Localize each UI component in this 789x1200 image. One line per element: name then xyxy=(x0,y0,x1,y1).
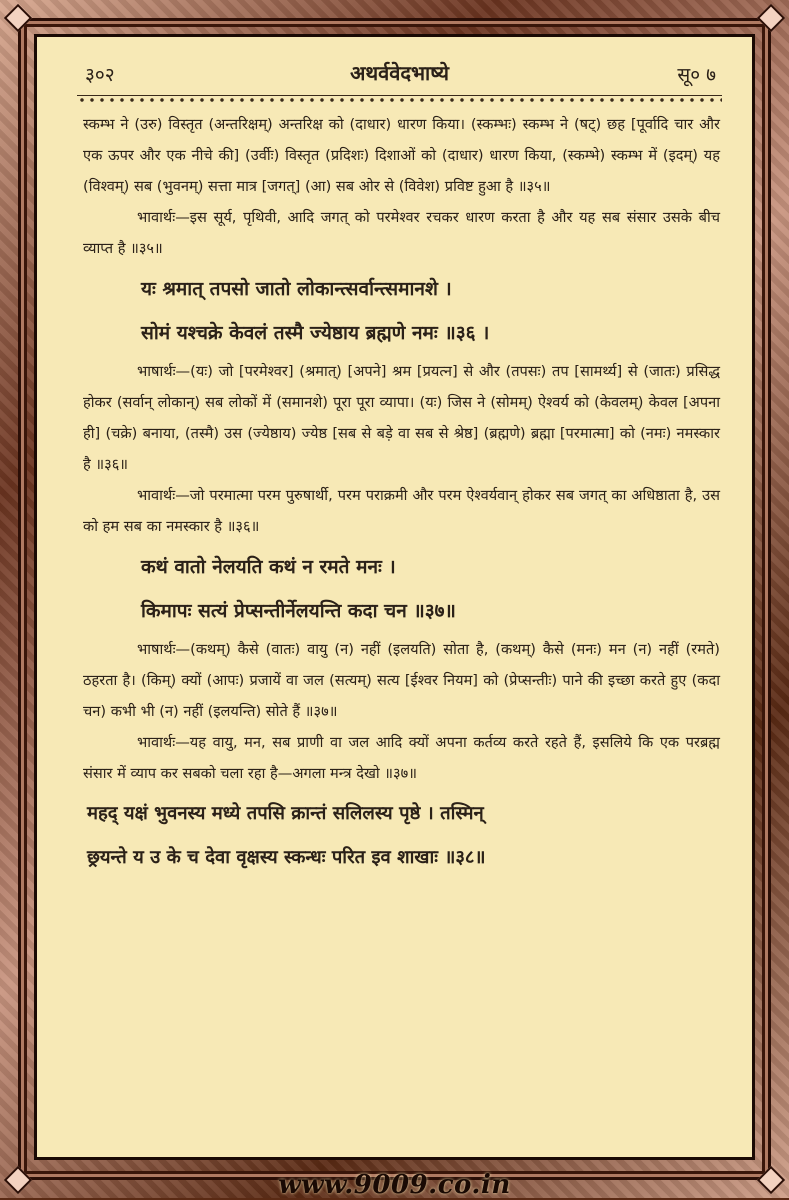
page-number: ३०२ xyxy=(85,61,115,87)
bhavartha-paragraph: भावार्थः—जो परमात्मा परम पुरुषार्थी, परम पराक्रमी और परम ऐश्वर्यवान् होकर सब जगत् का अधिष्ठाता है, उस को हम सब का नमस्कार है ॥३६॥ xyxy=(83,480,720,542)
verse-line: कथं वातो नेलयति कथं न रमते मनः । xyxy=(141,548,720,586)
bhavartha-paragraph: भावार्थः—इस सूर्य, पृथिवी, आदि जगत् को परमेश्वर रचकर धारण करता है और यह सब संसार उसके बीच व्याप्त है ॥३५॥ xyxy=(83,202,720,264)
bhavartha-paragraph: भावार्थः—यह वायु, मन, सब प्राणी वा जल आदि क्यों अपना कर्तव्य करते रहते हैं, इसलिये कि एक परब्रह्म संसार में व्याप कर सबको चला रहा है—अगला मन्त्र देखो ॥३७॥ xyxy=(83,727,720,789)
verse-line: छ्रयन्ते य उ के च देवा वृक्षस्य स्कन्धः परित इव शाखाः ॥३८॥ xyxy=(87,839,720,877)
page-body xyxy=(83,109,720,877)
commentary-paragraph: स्कम्भ ने (उरु) विस्तृत (अन्तरिक्षम्) अन्तरिक्ष को (दाधार) धारण किया। (स्कम्भः) स्कम्भ ने (षट्) छह [पूर्वादि चार और एक ऊपर और एक नीचे की] (उर्वीः) विस्तृत (प्रदिशः) दिशाओं को (दाधार) धारण किया, (स्कम्भे) स्कम्भ में (इदम्) यह (विश्वम्) सब (भुवनम्) सत्ता मात्र [जगत्] (आ) सब ओर से (विवेश) प्रविष्ट हुआ है ॥३५॥ xyxy=(83,109,720,202)
bhasartha-paragraph: भाषार्थः—(यः) जो [परमेश्वर] (श्रमात्) [अपने] श्रम [प्रयत्न] से और (तपसः) तप [सामर्थ्य] से (जातः) प्रसिद्ध होकर (सर्वान् लोकान्) सब लोकों में (समानशे) पूरा पूरा व्यापा। (यः) जिस ने (सोमम्) ऐश्वर्य को (केवलम्) केवल [अपना ही] (चक्रे) बनाया, (तस्मै) उस (ज्येष्ठाय) ज्येष्ठ [सब से बड़े वा सब से श्रेष्ठ] (ब्रह्मणे) ब्रह्मा [परमात्मा] को (नमः) नमस्कार है ॥३६॥ xyxy=(83,356,720,480)
verse-line: किमापः सत्यं प्रेप्सन्तीर्नेलयन्ति कदा चन ॥३७॥ xyxy=(141,592,720,630)
book-title: अथर्ववेदभाष्ये xyxy=(77,59,722,86)
verse-line: सोमं यश्चक्रे केवलं तस्मै ज्येष्ठाय ब्रह्मणे नमः ॥३६ । xyxy=(141,314,720,352)
website-watermark: www.9009.co.in xyxy=(0,1170,789,1200)
scripture-page xyxy=(34,34,755,1160)
page-header xyxy=(77,57,722,91)
verse-line: महद् यक्षं भुवनस्य मध्ये तपसि क्रान्तं सलिलस्य पृष्ठे । तस्मिन् xyxy=(87,795,720,833)
dotted-divider xyxy=(77,95,722,104)
sukta-number: सू० ७ xyxy=(677,61,716,87)
bhasartha-paragraph: भाषार्थः—(कथम्) कैसे (वातः) वायु (न) नहीं (इलयति) सोता है, (कथम्) कैसे (मनः) मन (न) नहीं (रमते) ठहरता है। (किम्) क्यों (आपः) प्रजायें वा जल (सत्यम्) सत्य [ईश्वर नियम] को (प्रेप्सन्तीः) पाने की इच्छा करते हुए (कदा चन) कभी भी (न) नहीं (इलयन्ति) सोते हैं ॥३७॥ xyxy=(83,634,720,727)
verse-line: यः श्रमात् तपसो जातो लोकान्त्सर्वान्त्समानशे । xyxy=(141,270,720,308)
